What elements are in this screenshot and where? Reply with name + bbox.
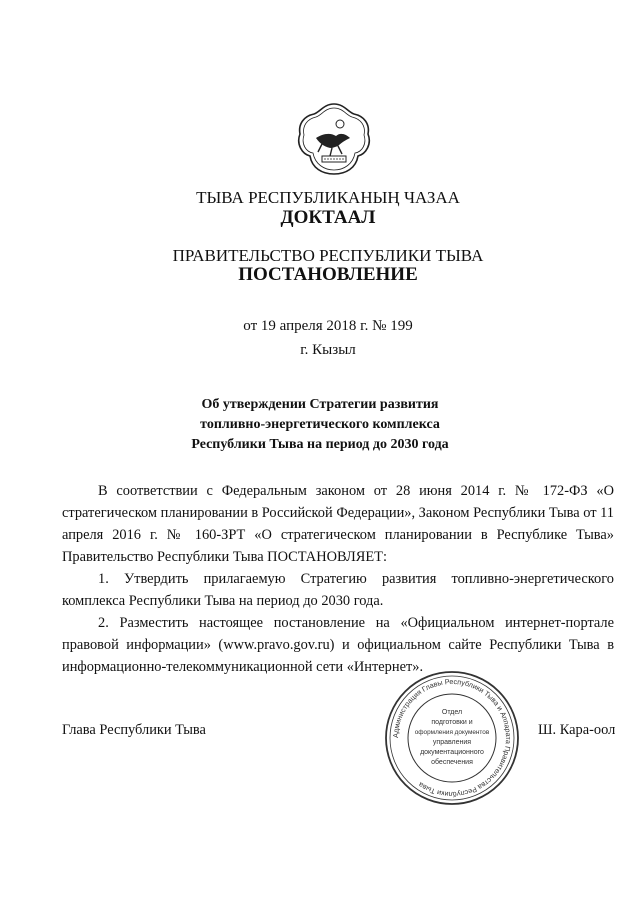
document-city: г. Кызыл	[300, 342, 356, 358]
title-line: топливно-энергетического комплекса	[200, 417, 440, 432]
stamp-line: оформления документов	[414, 729, 490, 736]
document-title	[0, 395, 640, 455]
stamp-line: Отдел	[441, 709, 463, 716]
stamp-line: управления	[432, 739, 472, 746]
stamp-line: документационного	[420, 749, 484, 756]
document-date-number: от 19 апреля 2018 г. № 199	[243, 318, 413, 334]
title-line: Об утверждении Стратегии развития	[201, 397, 439, 412]
coat-of-arms-icon	[292, 98, 376, 182]
preamble-block	[62, 480, 614, 568]
stamp-line: обеспечения	[431, 759, 473, 766]
header-russian-decree: ПОСТАНОВЛЕНИЕ	[238, 264, 418, 285]
signature-position: Глава Республики Тыва	[62, 722, 206, 738]
header-tuvan-decree: ДОКТААЛ	[280, 207, 376, 228]
items-block	[62, 568, 614, 678]
signature-name: Ш. Кара-оол	[538, 722, 616, 738]
title-line: Республики Тыва на период до 2030 года	[191, 437, 449, 452]
item-paragraph: 1. Утвердить прилагаемую Стратегию развития топливно-энергетического комплекса Республики Тыва на период до 2030 года.	[62, 571, 614, 609]
stamp-line: подготовки и	[431, 719, 473, 726]
header-russian-government: ПРАВИТЕЛЬСТВО РЕСПУБЛИКИ ТЫВА	[172, 246, 484, 265]
preamble-paragraph: В соответствии с Федеральным законом от 28 июня 2014 г. № 172-ФЗ «О стратегическом планировании в Российской Федерации», Законом Республики Тыва от 11 апреля 2016 г. № 160-ЗРТ «О стратегическом планировании в Республике Тыва» Правительство Республики Тыва ПОСТАНОВЛЯЕТ:	[62, 483, 614, 565]
item-paragraph: 2. Разместить настоящее постановление на «Официальном интернет-портале правовой информации» (www.pravo.gov.ru) и официальном сайте Республики Тыва в информационно-телекоммуникационной сети «Интернет».	[62, 615, 614, 675]
stamp-ring-text: Администрация Главы Республики Тыва и Аппарата Правительства Республики Тыва	[390, 676, 514, 800]
official-stamp	[382, 668, 522, 808]
header-tuvan-government: ТЫВА РЕСПУБЛИКАНЫҢ ЧАЗАА	[196, 188, 460, 207]
